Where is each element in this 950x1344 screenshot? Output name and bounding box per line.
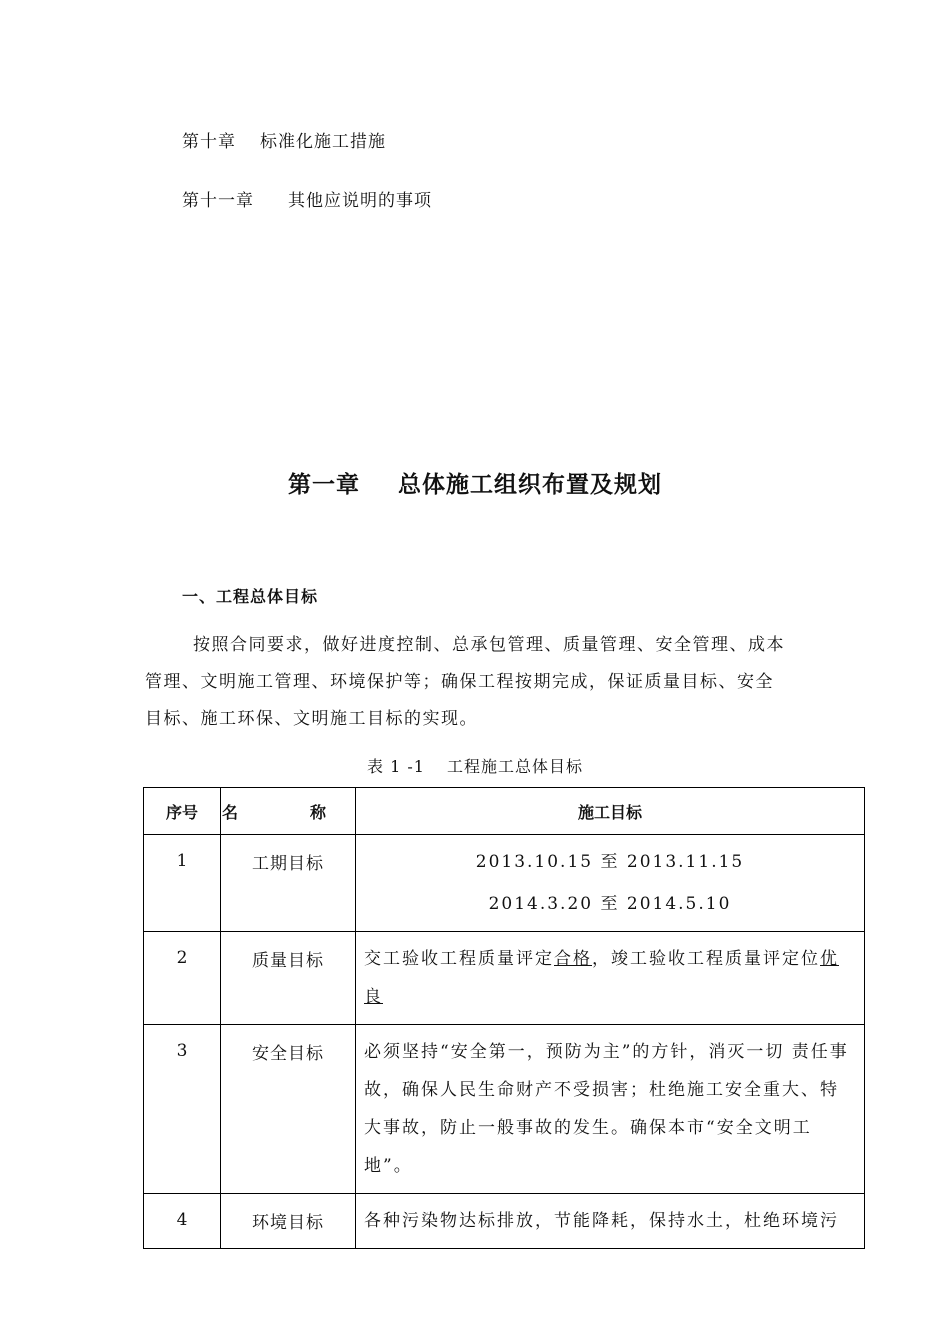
paragraph-line: 目标、施工环保、文明施工目标的实现。 [145,709,478,729]
goals-table [143,787,865,1249]
chapter-name: 总体施工组织布置及规划 [398,472,662,498]
chapter-number: 第一章 [288,472,360,498]
section-heading: 一、工程总体目标 [182,587,319,606]
toc-entry-chapter-10 [182,127,386,152]
toc-chapter-title: 其他应说明的事项 [288,191,432,211]
row-name: 质量目标 [221,932,356,1025]
header-goal: 施工目标 [356,788,865,835]
row-goal [356,835,865,932]
table-caption [0,754,950,777]
row-goal: 各种污染物达标排放，节能降耗，保持水土，杜绝环境污 [356,1194,865,1249]
table-row [144,1025,865,1194]
goal-line: 2013.10.15 至 2013.11.15 [475,852,745,872]
chapter-title [0,466,950,499]
paragraph-line: 按照合同要求，做好进度控制、总承包管理、质量管理、安全管理、成本 [193,635,785,655]
table-header-row [144,788,865,835]
row-goal [356,932,865,1025]
table-row [144,835,865,932]
row-name: 安全目标 [221,1025,356,1194]
table-caption-title: 工程施工总体目标 [446,757,583,776]
row-index: 1 [144,835,221,932]
toc-chapter-number: 第十章 [182,132,236,152]
row-goal: 必须坚持“安全第一，预防为主”的方针，消灭一切 责任事故，确保人民生命财产不受损害；杜绝施工安全重大、特大事故，防止一般事故的发生。确保本市“安全文明工地”。 [356,1025,865,1194]
table-caption-number: 表 1 -1 [367,757,425,776]
toc-entry-chapter-11 [182,186,432,211]
paragraph-line: 管理、文明施工管理、环境保护等；确保工程按期完成，保证质量目标、安全 [145,672,774,692]
row-index: 4 [144,1194,221,1249]
toc-chapter-number: 第十一章 [182,191,254,211]
header-name-text: 名 称 [221,802,354,822]
row-name: 环境目标 [221,1194,356,1249]
row-index: 2 [144,932,221,1025]
row-name: 工期目标 [221,835,356,932]
header-index: 序号 [144,788,221,835]
row-index: 3 [144,1025,221,1194]
header-name [221,788,356,835]
table-row [144,1194,865,1249]
goal-line: 2014.3.20 至 2014.5.10 [488,894,732,914]
toc-chapter-title: 标准化施工措施 [260,132,386,152]
table-row [144,932,865,1025]
goal-text: 交工验收工程质量评定 [364,949,554,969]
goal-text: ，竣工验收工程质量评定位 [592,949,820,969]
goal-underlined-text: 合格 [554,949,592,969]
goal-underlined-text: 优良 [364,949,839,1007]
